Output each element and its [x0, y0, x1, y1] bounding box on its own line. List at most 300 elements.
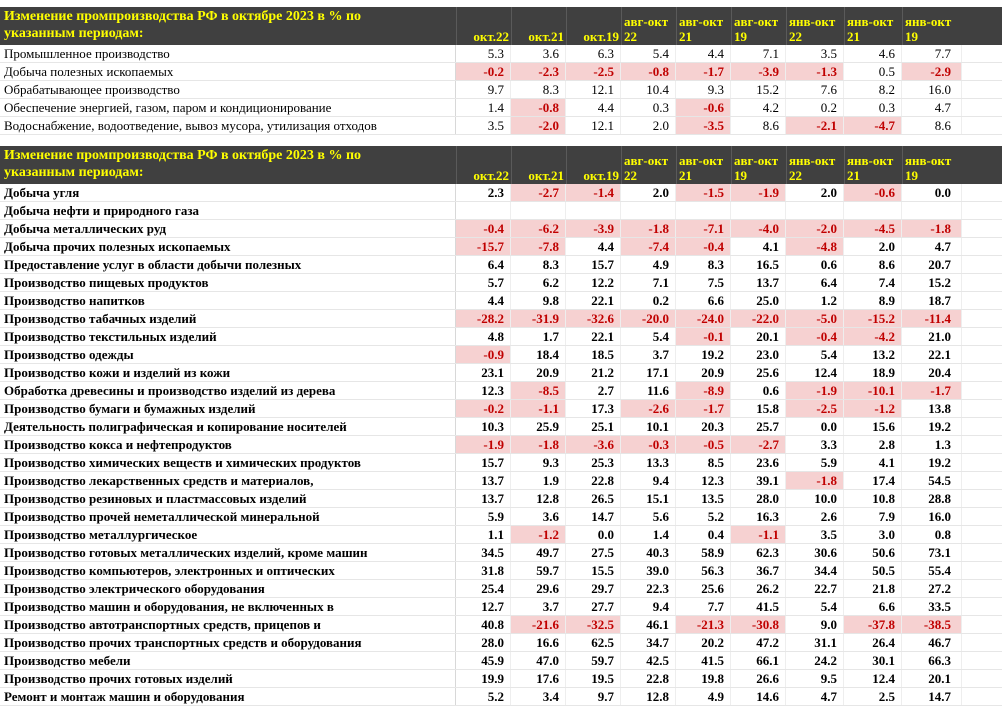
table-cell[interactable]: 22.1 [566, 328, 621, 345]
table-cell[interactable]: 5.9 [786, 454, 844, 471]
table-cell[interactable]: 9.8 [511, 292, 566, 309]
table-cell[interactable]: 6.4 [456, 256, 511, 273]
table-row[interactable] [0, 238, 1002, 256]
table-cell[interactable]: 13.7 [456, 490, 511, 507]
table-cell[interactable]: 0.6 [731, 382, 786, 399]
row-label[interactable]: Добыча нефти и природного газа [0, 202, 456, 219]
table-cell[interactable]: 29.7 [566, 580, 621, 597]
table-cell[interactable]: 16.0 [902, 81, 962, 98]
column-header[interactable]: янв-окт 22 [786, 7, 844, 45]
table-cell[interactable]: 25.7 [731, 418, 786, 435]
column-header[interactable]: авг-окт 22 [621, 7, 676, 45]
table-cell[interactable]: 8.6 [731, 117, 786, 134]
row-label[interactable]: Производство мебели [0, 652, 456, 669]
table-cell[interactable] [621, 202, 676, 219]
table-cell[interactable]: 3.5 [786, 526, 844, 543]
row-label[interactable]: Производство напитков [0, 292, 456, 309]
row-label[interactable]: Промышленное производство [0, 45, 456, 62]
table-cell[interactable] [902, 202, 962, 219]
column-header[interactable]: окт.21 [511, 7, 566, 45]
table-cell[interactable]: 7.1 [621, 274, 676, 291]
table-cell[interactable]: 6.6 [676, 292, 731, 309]
row-label[interactable]: Производство химических веществ и химических продуктов [0, 454, 456, 471]
table-cell[interactable]: 34.7 [621, 634, 676, 651]
row-label[interactable]: Производство автотранспортных средств, прицепов и [0, 616, 456, 633]
table-cell[interactable]: 7.7 [676, 598, 731, 615]
table-cell[interactable]: 19.5 [566, 670, 621, 687]
table-cell[interactable] [456, 202, 511, 219]
table-cell[interactable]: 23.6 [731, 454, 786, 471]
table-cell[interactable]: 21.0 [902, 328, 962, 345]
table-cell[interactable]: -7.8 [511, 238, 566, 255]
table-cell[interactable]: 13.7 [731, 274, 786, 291]
table-row[interactable] [0, 508, 1002, 526]
table-cell[interactable]: 5.4 [786, 346, 844, 363]
table-cell[interactable]: 25.6 [731, 364, 786, 381]
table-cell[interactable]: 28.0 [456, 634, 511, 651]
table-cell[interactable]: 13.3 [621, 454, 676, 471]
table-cell[interactable]: 8.5 [676, 454, 731, 471]
table-cell[interactable]: 0.2 [621, 292, 676, 309]
table-cell[interactable]: -11.4 [902, 310, 962, 327]
table-cell[interactable]: 4.6 [844, 45, 902, 62]
table-cell[interactable]: -0.8 [621, 63, 676, 80]
table-cell[interactable]: 8.6 [902, 117, 962, 134]
row-label[interactable]: Ремонт и монтаж машин и оборудования [0, 688, 456, 705]
row-label[interactable]: Производство бумаги и бумажных изделий [0, 400, 456, 417]
table-cell[interactable]: -15.7 [456, 238, 511, 255]
table-cell[interactable]: 62.5 [566, 634, 621, 651]
table-cell[interactable]: 18.9 [844, 364, 902, 381]
table-cell[interactable]: 46.7 [902, 634, 962, 651]
table-row[interactable] [0, 99, 1002, 117]
table-row[interactable] [0, 328, 1002, 346]
table-cell[interactable]: 15.7 [566, 256, 621, 273]
table-cell[interactable]: -4.2 [844, 328, 902, 345]
table-cell[interactable]: 6.4 [786, 274, 844, 291]
column-header[interactable]: авг-окт 19 [731, 146, 786, 184]
table-cell[interactable]: -1.7 [676, 400, 731, 417]
table-row[interactable] [0, 616, 1002, 634]
table-cell[interactable]: 15.2 [902, 274, 962, 291]
table-cell[interactable]: 0.8 [902, 526, 962, 543]
column-header[interactable]: авг-окт 21 [676, 7, 731, 45]
table-cell[interactable]: 13.2 [844, 346, 902, 363]
table-cell[interactable]: 16.3 [731, 508, 786, 525]
table-cell[interactable]: 17.1 [621, 364, 676, 381]
table-cell[interactable]: -1.8 [621, 220, 676, 237]
table-cell[interactable]: 50.6 [844, 544, 902, 561]
table-cell[interactable]: -8.5 [511, 382, 566, 399]
table-cell[interactable]: 45.9 [456, 652, 511, 669]
table-cell[interactable]: 0.0 [902, 184, 962, 201]
table-cell[interactable]: 7.7 [902, 45, 962, 62]
table-cell[interactable]: 5.6 [621, 508, 676, 525]
column-header[interactable]: янв-окт 19 [902, 7, 962, 45]
table-cell[interactable]: 9.3 [676, 81, 731, 98]
table-cell[interactable]: 25.4 [456, 580, 511, 597]
row-label[interactable]: Производство пищевых продуктов [0, 274, 456, 291]
column-header[interactable]: янв-окт 21 [844, 7, 902, 45]
row-label[interactable]: Предоставление услуг в области добычи полезных [0, 256, 456, 273]
table-cell[interactable]: 66.3 [902, 652, 962, 669]
table-cell[interactable]: -2.6 [621, 400, 676, 417]
table-cell[interactable]: 27.5 [566, 544, 621, 561]
table-row[interactable] [0, 346, 1002, 364]
table-row[interactable] [0, 490, 1002, 508]
table-cell[interactable]: 47.2 [731, 634, 786, 651]
table-cell[interactable]: -4.8 [786, 238, 844, 255]
table-cell[interactable]: 20.4 [902, 364, 962, 381]
table-cell[interactable]: 10.4 [621, 81, 676, 98]
table-cell[interactable]: 9.5 [786, 670, 844, 687]
table-cell[interactable]: 10.0 [786, 490, 844, 507]
table-cell[interactable]: -22.0 [731, 310, 786, 327]
table-cell[interactable]: 50.5 [844, 562, 902, 579]
table-cell[interactable]: 25.0 [731, 292, 786, 309]
table-row[interactable] [0, 45, 1002, 63]
table-cell[interactable]: 49.7 [511, 544, 566, 561]
table-cell[interactable]: 16.0 [902, 508, 962, 525]
table-cell[interactable]: 17.3 [566, 400, 621, 417]
table-cell[interactable]: 40.3 [621, 544, 676, 561]
row-label[interactable]: Добыча прочих полезных ископаемых [0, 238, 456, 255]
table-cell[interactable] [511, 202, 566, 219]
row-label[interactable]: Производство прочих транспортных средств и оборудования [0, 634, 456, 651]
table-cell[interactable]: 18.7 [902, 292, 962, 309]
table-cell[interactable]: 47.0 [511, 652, 566, 669]
table-cell[interactable]: 20.1 [902, 670, 962, 687]
table-cell[interactable]: 0.3 [621, 99, 676, 116]
table-cell[interactable]: 8.9 [844, 292, 902, 309]
column-header[interactable]: авг-окт 22 [621, 146, 676, 184]
table-cell[interactable]: 41.5 [676, 652, 731, 669]
table-cell[interactable]: 12.7 [456, 598, 511, 615]
table-cell[interactable]: -2.3 [511, 63, 566, 80]
table-cell[interactable]: 6.2 [511, 274, 566, 291]
table-cell[interactable]: 1.4 [621, 526, 676, 543]
table-cell[interactable]: 18.4 [511, 346, 566, 363]
row-label[interactable]: Обеспечение энергией, газом, паром и кондиционирование [0, 99, 456, 116]
table-cell[interactable]: 22.8 [621, 670, 676, 687]
table-cell[interactable]: 4.4 [566, 99, 621, 116]
table-cell[interactable]: 16.6 [511, 634, 566, 651]
row-label[interactable]: Обрабатывающее производство [0, 81, 456, 98]
row-label[interactable]: Производство резиновых и пластмассовых изделий [0, 490, 456, 507]
column-header[interactable]: янв-окт 21 [844, 146, 902, 184]
table-cell[interactable]: 46.1 [621, 616, 676, 633]
table-cell[interactable]: 19.8 [676, 670, 731, 687]
table-cell[interactable]: 9.4 [621, 472, 676, 489]
table-cell[interactable]: -7.1 [676, 220, 731, 237]
table-cell[interactable]: -3.9 [731, 63, 786, 80]
table-cell[interactable]: -21.6 [511, 616, 566, 633]
table-cell[interactable]: 22.1 [902, 346, 962, 363]
table-cell[interactable]: -2.0 [511, 117, 566, 134]
table-cell[interactable]: 23.0 [731, 346, 786, 363]
table-cell[interactable]: -1.4 [566, 184, 621, 201]
table-cell[interactable]: 5.3 [456, 45, 511, 62]
table-cell[interactable]: 4.4 [676, 45, 731, 62]
table-cell[interactable]: 2.0 [844, 238, 902, 255]
table-cell[interactable]: 9.0 [786, 616, 844, 633]
table-row[interactable] [0, 436, 1002, 454]
table-row[interactable] [0, 544, 1002, 562]
table-cell[interactable]: 28.0 [731, 490, 786, 507]
table-cell[interactable]: 12.3 [456, 382, 511, 399]
table-cell[interactable]: -1.8 [511, 436, 566, 453]
table-cell[interactable]: 4.7 [786, 688, 844, 705]
table-cell[interactable]: -3.5 [676, 117, 731, 134]
table-cell[interactable]: -3.9 [566, 220, 621, 237]
table-cell[interactable]: 0.0 [566, 526, 621, 543]
table-row[interactable] [0, 292, 1002, 310]
table-cell[interactable]: 8.3 [676, 256, 731, 273]
table-cell[interactable]: 3.5 [456, 117, 511, 134]
table-cell[interactable]: -1.1 [731, 526, 786, 543]
table-cell[interactable]: -24.0 [676, 310, 731, 327]
table-cell[interactable]: 3.3 [786, 436, 844, 453]
table-cell[interactable]: -15.2 [844, 310, 902, 327]
row-label[interactable]: Деятельность полиграфическая и копирование носителей [0, 418, 456, 435]
table-row[interactable] [0, 274, 1002, 292]
table-cell[interactable]: -1.8 [902, 220, 962, 237]
table-cell[interactable]: 4.4 [456, 292, 511, 309]
table-cell[interactable]: -4.5 [844, 220, 902, 237]
table-cell[interactable]: 1.2 [786, 292, 844, 309]
table-cell[interactable]: 15.1 [621, 490, 676, 507]
table-cell[interactable]: 19.2 [902, 418, 962, 435]
table-row[interactable] [0, 634, 1002, 652]
table-cell[interactable]: -0.4 [786, 328, 844, 345]
table-cell[interactable]: 7.5 [676, 274, 731, 291]
table-cell[interactable]: 15.5 [566, 562, 621, 579]
table-cell[interactable]: -2.5 [786, 400, 844, 417]
table-cell[interactable]: -0.8 [511, 99, 566, 116]
table-cell[interactable]: -10.1 [844, 382, 902, 399]
table-cell[interactable]: 1.7 [511, 328, 566, 345]
table-cell[interactable]: 22.8 [566, 472, 621, 489]
table-cell[interactable]: -28.2 [456, 310, 511, 327]
table-cell[interactable]: 25.1 [566, 418, 621, 435]
table-cell[interactable]: 31.1 [786, 634, 844, 651]
table-cell[interactable]: 19.9 [456, 670, 511, 687]
table-cell[interactable]: 12.4 [844, 670, 902, 687]
table-cell[interactable]: -7.4 [621, 238, 676, 255]
table-cell[interactable]: 4.9 [621, 256, 676, 273]
table-cell[interactable]: -8.9 [676, 382, 731, 399]
table-cell[interactable]: 1.9 [511, 472, 566, 489]
table-cell[interactable]: 12.3 [676, 472, 731, 489]
table-cell[interactable]: 2.0 [786, 184, 844, 201]
table-cell[interactable]: 16.5 [731, 256, 786, 273]
table-cell[interactable]: 4.9 [676, 688, 731, 705]
table-cell[interactable]: 54.5 [902, 472, 962, 489]
table-cell[interactable]: 4.1 [731, 238, 786, 255]
table-cell[interactable]: 2.8 [844, 436, 902, 453]
table-cell[interactable]: -0.6 [844, 184, 902, 201]
table-cell[interactable]: 27.7 [566, 598, 621, 615]
table-cell[interactable]: 14.6 [731, 688, 786, 705]
table-cell[interactable]: 2.7 [566, 382, 621, 399]
table-cell[interactable] [676, 202, 731, 219]
table-cell[interactable]: -0.9 [456, 346, 511, 363]
row-label[interactable]: Производство кокса и нефтепродуктов [0, 436, 456, 453]
column-header[interactable]: окт.22 [456, 7, 511, 45]
table-cell[interactable]: 58.9 [676, 544, 731, 561]
table-cell[interactable]: 5.4 [621, 45, 676, 62]
table-cell[interactable]: 14.7 [566, 508, 621, 525]
table-cell[interactable]: 20.2 [676, 634, 731, 651]
table-cell[interactable]: 0.0 [786, 418, 844, 435]
table-cell[interactable]: 6.6 [844, 598, 902, 615]
row-label[interactable]: Производство машин и оборудования, не включенных в [0, 598, 456, 615]
table-cell[interactable]: 20.7 [902, 256, 962, 273]
table-cell[interactable]: 5.9 [456, 508, 511, 525]
table-cell[interactable]: 4.1 [844, 454, 902, 471]
table-cell[interactable] [566, 202, 621, 219]
table-row[interactable] [0, 117, 1002, 135]
table-cell[interactable]: -37.8 [844, 616, 902, 633]
table-cell[interactable]: 62.3 [731, 544, 786, 561]
table-cell[interactable]: 22.7 [786, 580, 844, 597]
table-cell[interactable]: 5.2 [456, 688, 511, 705]
table-cell[interactable]: 4.2 [731, 99, 786, 116]
table-cell[interactable]: 8.6 [844, 256, 902, 273]
table-cell[interactable]: 39.1 [731, 472, 786, 489]
table-cell[interactable]: 10.8 [844, 490, 902, 507]
table-cell[interactable]: 26.5 [566, 490, 621, 507]
table-cell[interactable]: -21.3 [676, 616, 731, 633]
table-cell[interactable]: 9.4 [621, 598, 676, 615]
table-cell[interactable]: -38.5 [902, 616, 962, 633]
table-cell[interactable]: 3.7 [511, 598, 566, 615]
table-cell[interactable]: 2.6 [786, 508, 844, 525]
table-cell[interactable]: 25.3 [566, 454, 621, 471]
table-cell[interactable]: 59.7 [566, 652, 621, 669]
table-cell[interactable]: 13.8 [902, 400, 962, 417]
table-cell[interactable]: 12.1 [566, 81, 621, 98]
table-cell[interactable]: 20.9 [511, 364, 566, 381]
table-cell[interactable]: 22.3 [621, 580, 676, 597]
table-cell[interactable]: 1.3 [902, 436, 962, 453]
table-cell[interactable]: -0.1 [676, 328, 731, 345]
column-header[interactable]: янв-окт 19 [902, 146, 962, 184]
table-row[interactable] [0, 598, 1002, 616]
table-cell[interactable]: 7.9 [844, 508, 902, 525]
table-cell[interactable]: 26.2 [731, 580, 786, 597]
table-cell[interactable]: -0.4 [676, 238, 731, 255]
table-cell[interactable]: 2.3 [456, 184, 511, 201]
table-cell[interactable]: 4.7 [902, 99, 962, 116]
table-cell[interactable]: 24.2 [786, 652, 844, 669]
table-cell[interactable]: 3.6 [511, 508, 566, 525]
table-cell[interactable]: 29.6 [511, 580, 566, 597]
table-cell[interactable]: 73.1 [902, 544, 962, 561]
table-cell[interactable]: 15.8 [731, 400, 786, 417]
table-cell[interactable]: 1.1 [456, 526, 511, 543]
table-cell[interactable]: 0.2 [786, 99, 844, 116]
table-cell[interactable]: 5.4 [786, 598, 844, 615]
table-row[interactable] [0, 256, 1002, 274]
table-cell[interactable]: -31.9 [511, 310, 566, 327]
table-cell[interactable]: 26.6 [731, 670, 786, 687]
table-cell[interactable]: 28.8 [902, 490, 962, 507]
table-row[interactable] [0, 202, 1002, 220]
table-row[interactable] [0, 562, 1002, 580]
table-row[interactable] [0, 472, 1002, 490]
table-cell[interactable]: 34.5 [456, 544, 511, 561]
table-cell[interactable]: 12.8 [621, 688, 676, 705]
table-cell[interactable]: -1.9 [786, 382, 844, 399]
table-cell[interactable]: 3.6 [511, 45, 566, 62]
table-cell[interactable]: 10.3 [456, 418, 511, 435]
table-cell[interactable]: -2.5 [566, 63, 621, 80]
table-cell[interactable] [786, 202, 844, 219]
table-row[interactable] [0, 220, 1002, 238]
table-cell[interactable]: 25.6 [676, 580, 731, 597]
table-cell[interactable]: 12.2 [566, 274, 621, 291]
table-cell[interactable]: 3.5 [786, 45, 844, 62]
row-label[interactable]: Добыча угля [0, 184, 456, 201]
table-cell[interactable]: 21.2 [566, 364, 621, 381]
row-label[interactable]: Производство готовых металлических изделий, кроме машин [0, 544, 456, 561]
table-cell[interactable]: 14.7 [902, 688, 962, 705]
table-cell[interactable]: 19.2 [902, 454, 962, 471]
table-cell[interactable]: -1.5 [676, 184, 731, 201]
column-header[interactable]: янв-окт 22 [786, 146, 844, 184]
table-row[interactable] [0, 184, 1002, 202]
table-cell[interactable]: 4.4 [566, 238, 621, 255]
table-cell[interactable]: 8.2 [844, 81, 902, 98]
table-cell[interactable]: -1.9 [731, 184, 786, 201]
column-header[interactable]: окт.22 [456, 146, 511, 184]
table-row[interactable] [0, 63, 1002, 81]
table-row[interactable] [0, 382, 1002, 400]
table-cell[interactable]: 26.4 [844, 634, 902, 651]
table-cell[interactable]: -30.8 [731, 616, 786, 633]
table-cell[interactable]: -0.4 [456, 220, 511, 237]
table-cell[interactable]: 55.4 [902, 562, 962, 579]
table-row[interactable] [0, 670, 1002, 688]
table-cell[interactable]: 19.2 [676, 346, 731, 363]
table-cell[interactable]: 17.4 [844, 472, 902, 489]
table-cell[interactable]: -32.5 [566, 616, 621, 633]
table-cell[interactable] [844, 202, 902, 219]
table-row[interactable] [0, 580, 1002, 598]
table-cell[interactable]: 0.6 [786, 256, 844, 273]
table-cell[interactable]: 18.5 [566, 346, 621, 363]
table-cell[interactable]: -0.3 [621, 436, 676, 453]
row-label[interactable]: Производство компьютеров, электронных и оптических [0, 562, 456, 579]
row-label[interactable]: Добыча полезных ископаемых [0, 63, 456, 80]
table-cell[interactable]: 20.3 [676, 418, 731, 435]
table-cell[interactable]: 30.6 [786, 544, 844, 561]
table-cell[interactable]: -6.2 [511, 220, 566, 237]
table-cell[interactable]: 9.7 [456, 81, 511, 98]
row-label[interactable]: Производство лекарственных средств и материалов, [0, 472, 456, 489]
row-label[interactable]: Добыча металлических руд [0, 220, 456, 237]
table-cell[interactable]: 31.8 [456, 562, 511, 579]
column-header[interactable]: авг-окт 19 [731, 7, 786, 45]
table-row[interactable] [0, 310, 1002, 328]
table-row[interactable] [0, 418, 1002, 436]
table-cell[interactable]: 36.7 [731, 562, 786, 579]
table-cell[interactable]: 9.3 [511, 454, 566, 471]
table-cell[interactable]: 3.4 [511, 688, 566, 705]
row-label[interactable]: Производство одежды [0, 346, 456, 363]
table-cell[interactable]: 0.3 [844, 99, 902, 116]
